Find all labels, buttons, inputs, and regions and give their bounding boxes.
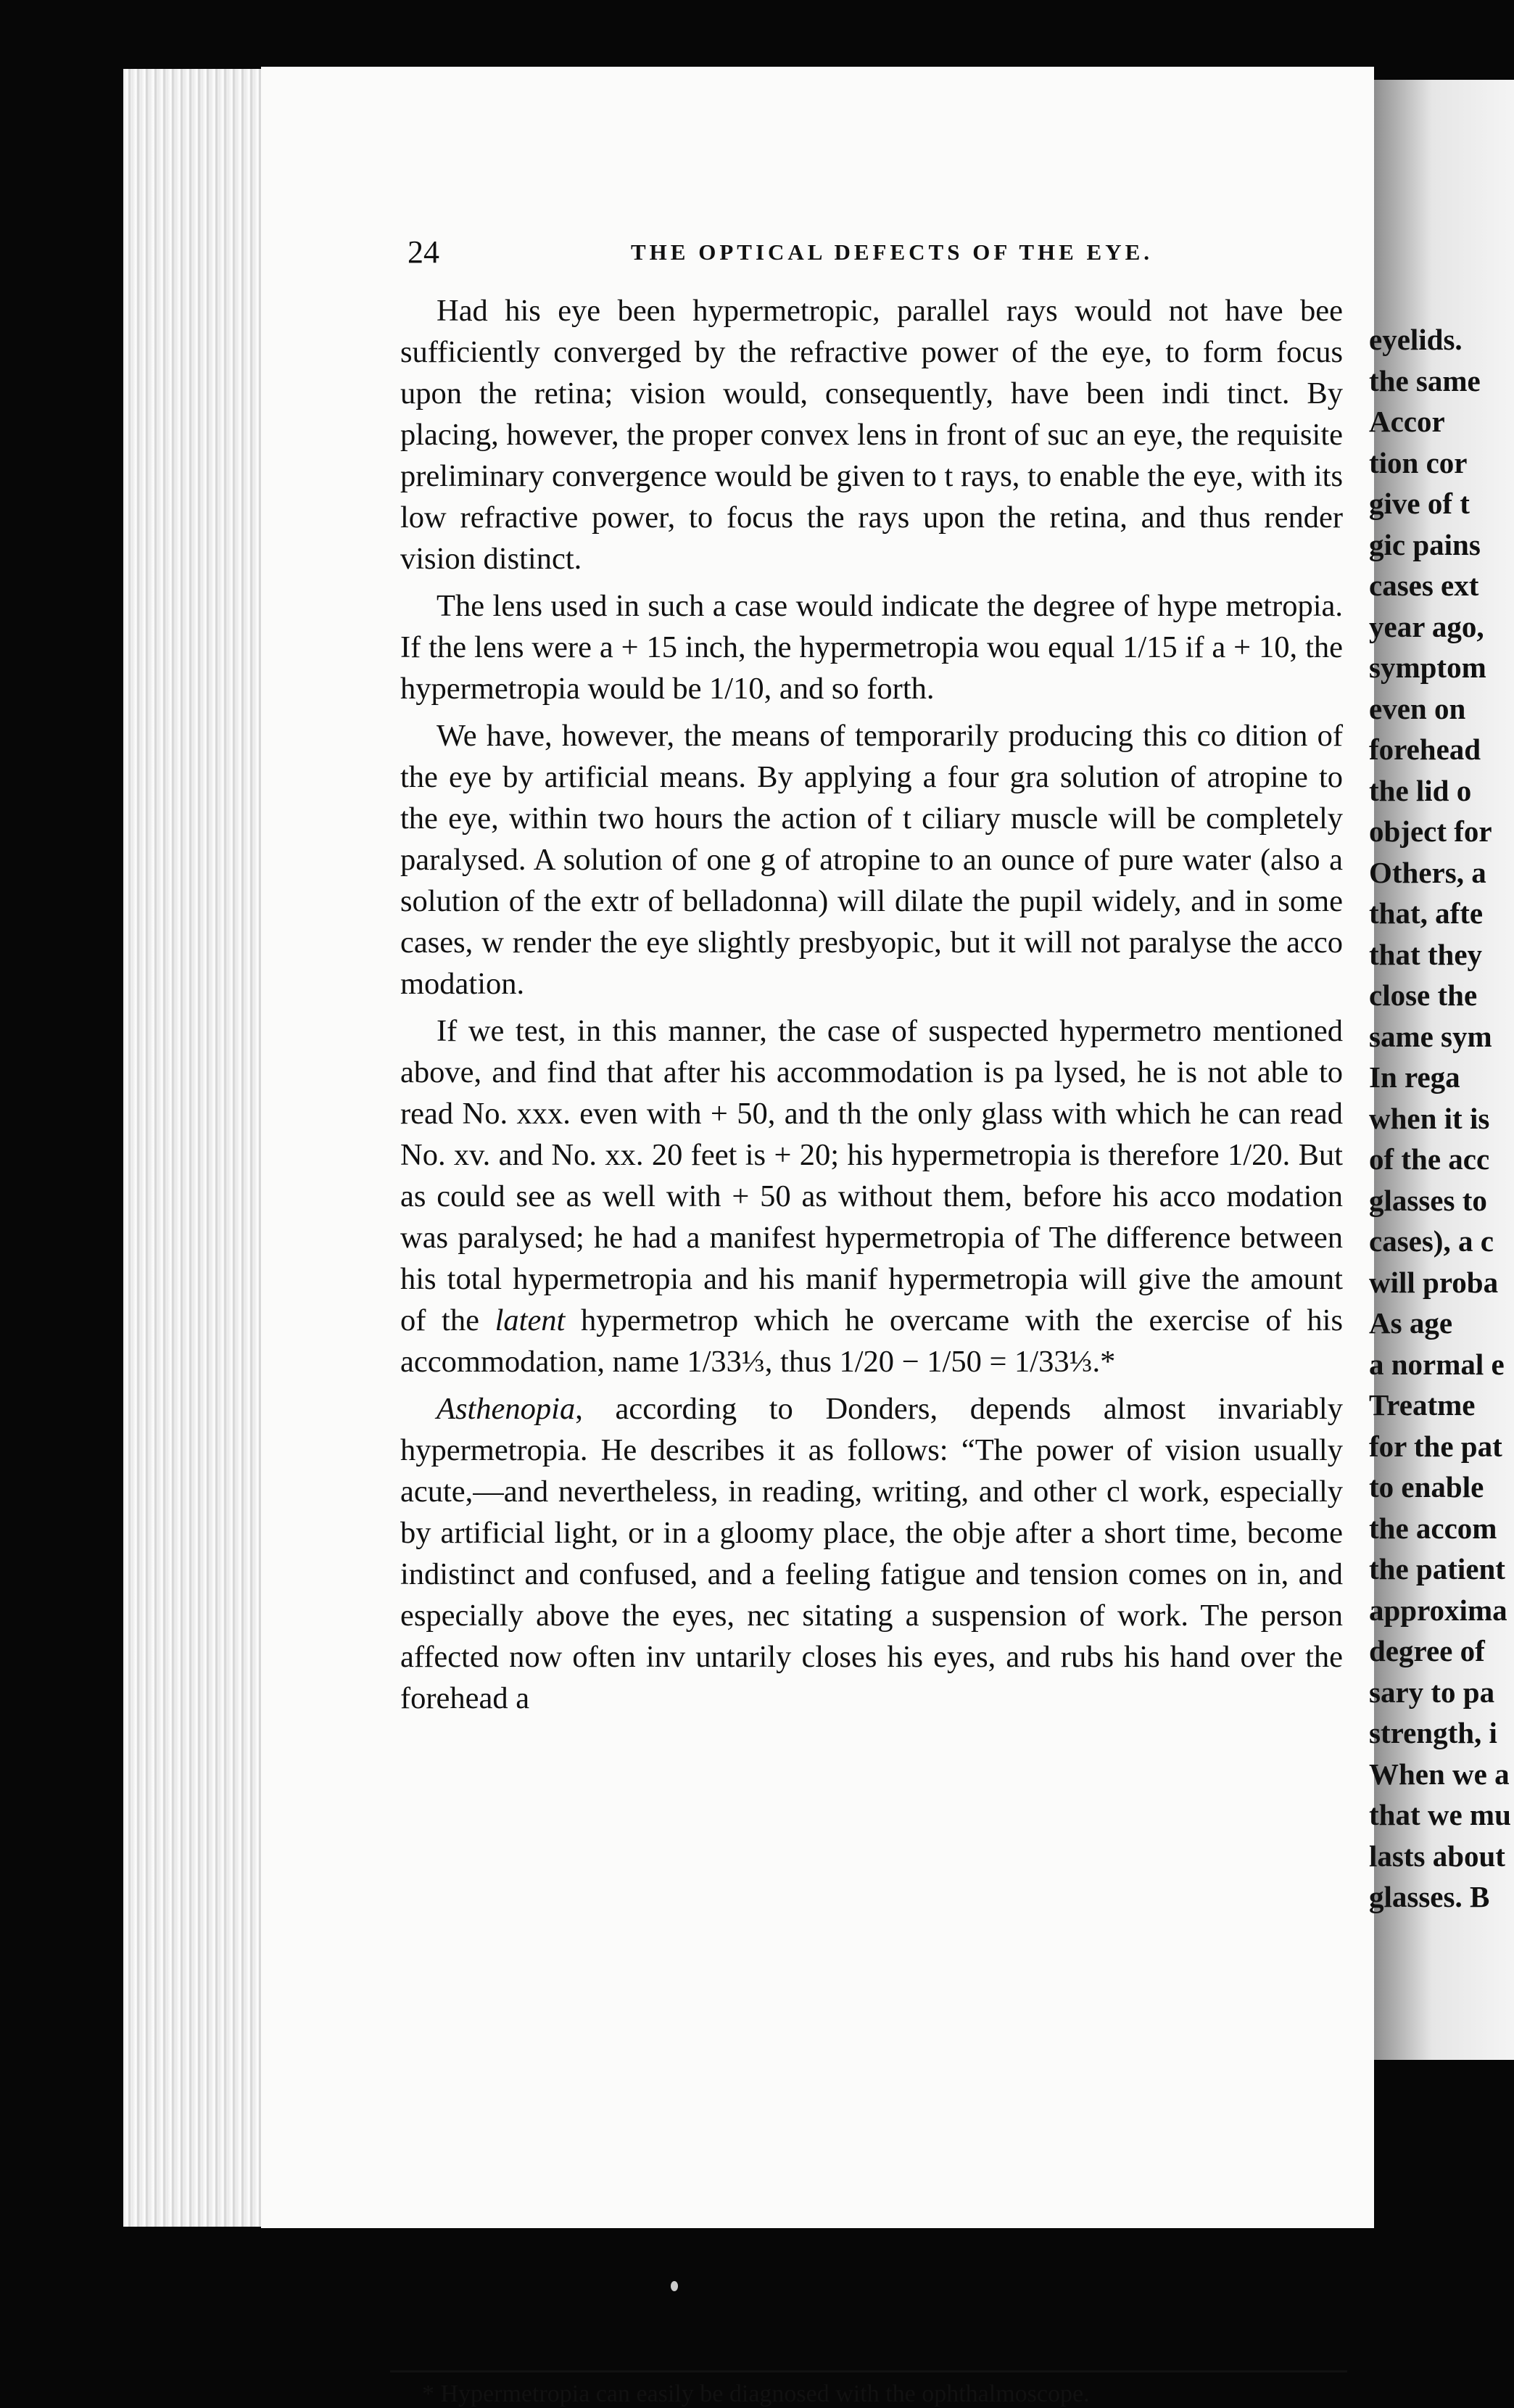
adjacent-page-line: that they [1369,937,1483,971]
adjacent-page-line: glasses. B [1369,1880,1490,1913]
adjacent-page-line: the lid o [1369,773,1472,807]
adjacent-page-line: of the acc [1369,1142,1490,1176]
adjacent-page-line: Others, a [1369,855,1486,889]
adjacent-page-line: year ago, [1369,609,1484,643]
adjacent-page-line: to enable [1369,1470,1484,1504]
page-number: 24 [408,234,439,270]
adjacent-page-line: eyelids. [1369,323,1463,356]
adjacent-page-line: tion cor [1369,445,1468,479]
body-text [400,290,1343,1719]
adjacent-page-line: cases), a c [1369,1224,1494,1258]
adjacent-page-line: When we a [1369,1757,1510,1791]
adjacent-page-line: give of t [1369,487,1470,520]
adjacent-page-line: strength, i [1369,1716,1497,1749]
adjacent-page-line: Treatme [1369,1388,1476,1422]
adjacent-page-line: symptom [1369,651,1486,684]
adjacent-page-line: that we mu [1369,1798,1511,1831]
adjacent-page-text [1369,319,1514,1918]
adjacent-page-line: glasses to [1369,1183,1487,1217]
running-title: THE OPTICAL DEFECTS OF THE EYE. [631,239,1154,265]
footnote: * Hypermetropia can easily be diagnosed with the ophthalmoscope. [422,2380,1090,2407]
adjacent-page-line: gic pains [1369,527,1481,561]
paragraph-2: The lens used in such a case would indicate the degree of hype metropia. If the lens were a + 15 inch, the hypermetropia wou equal 1/15 if a + 10, the hypermetropia would be 1/10, and so forth. [400,589,1343,706]
adjacent-page-line: that, afte [1369,896,1484,930]
paragraph-5: Asthenopia, according to Donders, depends almost invariably hypermetropia. He describes it as follows: “The power of vision usually acute,—and nevertheless, in reading, writing, and other cl work, especially by artificial light, or in a gloomy place, the obje after a short time, become indistinct and confused, and a feeling fatigue and tension comes on in, and especially above the eyes, nec sitating a suspension of work. The person affected now often inv untarily closes his eyes, and rubs his hand over the forehead a [400,1392,1343,1715]
paragraph-4: If we test, in this manner, the case of suspected hypermetro mentioned above, and find that after his accommodation is pa lysed, he is not able to read No. xxx. even with + 50, and th the only glass with which he can read No. xv. and No. xx. 20 feet is + 20; his hypermetropia is therefore 1/20. But as could see as well with + 50 as without them, before his acco modation was paralysed; he had a manifest hypermetropia of The difference between his total hypermetropia and his manif hypermetropia will give the amount of the latent hypermetrop which he overcame with the exercise of his accommodation, name 1/33⅓, thus 1/20 − 1/50 = 1/33⅓.* [400,1014,1343,1379]
adjacent-page-line: the same [1369,363,1481,397]
adjacent-page-line: same sym [1369,1019,1492,1053]
adjacent-page-line: As age [1369,1306,1453,1340]
adjacent-page-line: will proba [1369,1265,1499,1299]
adjacent-page-line: forehead [1369,733,1481,766]
adjacent-page-line: the patient [1369,1552,1505,1586]
adjacent-page-line: sary to pa [1369,1675,1495,1709]
adjacent-page-line: In rega [1369,1060,1460,1094]
adjacent-page-line: close the [1369,978,1478,1012]
adjacent-page-line: approxima [1369,1593,1507,1627]
speck [671,2281,678,2291]
paragraph-3: We have, however, the means of temporarily producing this co dition of the eye by artificial means. By applying a four gra solution of atropine to the eye, within two hours the action of t ciliary muscle will be completely paralysed. A solution of one g of atropine to an ounce of pure water (also a solution of the extr of belladonna) will dilate the pupil widely, and in some cases, w render the eye slightly presbyopic, but it will not paralyse the acco modation. [400,719,1343,1001]
paragraph-1: Had his eye been hypermetropic, parallel rays would not have bee sufficiently converged by the refractive power of the eye, to form focus upon the retina; vision would, consequently, have been indi tinct. By placing, however, the proper convex lens in front of suc an eye, the requisite preliminary convergence would be given to t rays, to enable the eye, with its low refractive power, to focus the rays upon the retina, and thus render vision distinct. [400,294,1343,576]
adjacent-page-line: for the pat [1369,1429,1502,1463]
adjacent-page-line: a normal e [1369,1347,1505,1381]
adjacent-page-line: degree of [1369,1634,1485,1667]
adjacent-page-line: lasts about [1369,1839,1505,1873]
adjacent-page-line: object for [1369,815,1492,848]
adjacent-page-line: the accom [1369,1511,1497,1545]
adjacent-page-line: when it is [1369,1101,1490,1135]
adjacent-page-line: cases ext [1369,569,1479,602]
adjacent-page-line: even on [1369,691,1466,725]
footnote-rule [390,2370,1347,2372]
adjacent-page-line: Accor [1369,405,1445,438]
